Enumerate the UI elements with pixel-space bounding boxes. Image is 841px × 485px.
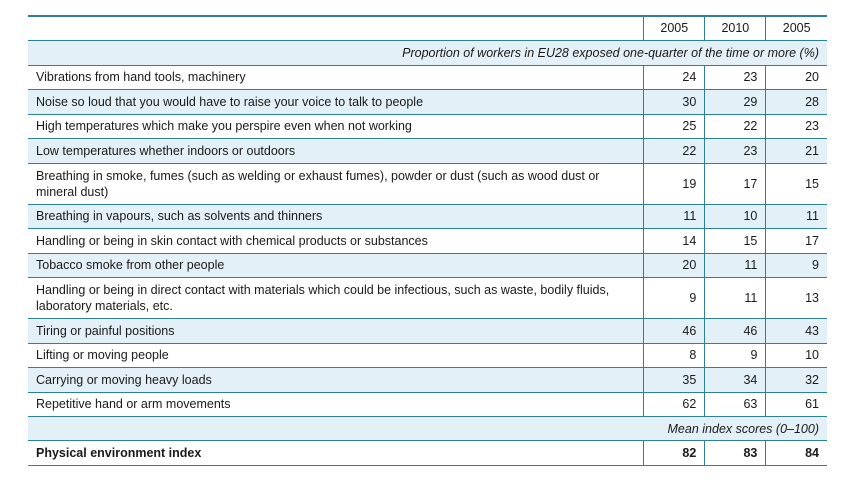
row-value: 29 <box>705 90 766 115</box>
row-label: Handling or being in skin contact with chemical products or substances <box>36 233 428 248</box>
row-value: 11 <box>766 204 827 229</box>
row-value: 19 <box>644 163 705 204</box>
row-label: High temperatures which make you perspire even when not working <box>36 119 412 134</box>
table-caption: Proportion of workers in EU28 exposed one-quarter of the time or more (%) <box>28 40 827 65</box>
row-value: 17 <box>766 229 827 254</box>
index-value: 83 <box>705 441 766 466</box>
year-header-2: 2010 <box>705 16 766 40</box>
table-row <box>28 114 827 139</box>
index-label: Physical environment index <box>36 446 202 460</box>
row-value: 15 <box>766 163 827 204</box>
row-label: Lifting or moving people <box>36 348 169 363</box>
index-value: 82 <box>644 441 705 466</box>
index-value: 84 <box>766 441 827 466</box>
table-row <box>28 204 827 229</box>
row-label: Handling or being in direct contact with materials which could be infectious, such as waste, bodily fluids, laboratory materials, etc. <box>36 283 610 313</box>
row-value: 23 <box>766 114 827 139</box>
row-value: 10 <box>705 204 766 229</box>
table-row <box>28 319 827 344</box>
row-value: 30 <box>644 90 705 115</box>
row-label: Tobacco smoke from other people <box>28 253 644 278</box>
row-value: 9 <box>766 253 827 278</box>
row-value: 10 <box>766 343 827 368</box>
table-row <box>28 343 827 368</box>
index-caption: Mean index scores (0–100) <box>28 417 827 441</box>
year-header-3: 2005 <box>766 16 827 40</box>
row-label: Noise so loud that you would have to raise your voice to talk to people <box>28 90 644 115</box>
row-value: 62 <box>644 392 705 417</box>
row-value: 22 <box>644 139 705 164</box>
exposure-table <box>28 15 827 466</box>
table-row <box>28 90 827 115</box>
row-value: 32 <box>766 368 827 393</box>
table-row <box>28 229 827 254</box>
row-value: 9 <box>705 343 766 368</box>
row-label: Tiring or painful positions <box>28 319 644 344</box>
table-row <box>28 368 827 393</box>
row-value: 43 <box>766 319 827 344</box>
row-value: 63 <box>705 392 766 417</box>
index-caption-row <box>28 417 827 441</box>
table-row <box>28 139 827 164</box>
row-label: Vibrations from hand tools, machinery <box>36 70 246 85</box>
row-value: 11 <box>644 204 705 229</box>
index-row <box>28 441 827 466</box>
year-header-row <box>28 16 827 40</box>
row-value: 9 <box>644 278 705 319</box>
row-value: 14 <box>644 229 705 254</box>
row-value: 23 <box>705 139 766 164</box>
row-value: 61 <box>766 392 827 417</box>
row-value: 13 <box>766 278 827 319</box>
row-value: 20 <box>766 65 827 90</box>
table-row <box>28 253 827 278</box>
row-label: Repetitive hand or arm movements <box>36 397 231 412</box>
header-blank-cell <box>28 16 644 40</box>
row-label: Low temperatures whether indoors or outdoors <box>28 139 644 164</box>
row-value: 24 <box>644 65 705 90</box>
table-row <box>28 163 827 204</box>
row-value: 17 <box>705 163 766 204</box>
row-value: 34 <box>705 368 766 393</box>
row-value: 11 <box>705 253 766 278</box>
row-value: 11 <box>705 278 766 319</box>
row-label: Breathing in smoke, fumes (such as welding or exhaust fumes), powder or dust (such as wood dust or mineral dust) <box>36 168 600 199</box>
row-value: 21 <box>766 139 827 164</box>
row-value: 22 <box>705 114 766 139</box>
table-row <box>28 278 827 319</box>
row-value: 8 <box>644 343 705 368</box>
row-value: 15 <box>705 229 766 254</box>
row-value: 23 <box>705 65 766 90</box>
row-value: 28 <box>766 90 827 115</box>
row-label: Breathing in vapours, such as solvents and thinners <box>28 204 644 229</box>
row-value: 46 <box>644 319 705 344</box>
row-value: 35 <box>644 368 705 393</box>
row-value: 25 <box>644 114 705 139</box>
row-label: Carrying or moving heavy loads <box>28 368 644 393</box>
year-header-1: 2005 <box>644 16 705 40</box>
row-value: 46 <box>705 319 766 344</box>
table-row <box>28 65 827 90</box>
row-value: 20 <box>644 253 705 278</box>
caption-row <box>28 40 827 65</box>
table-row <box>28 392 827 417</box>
